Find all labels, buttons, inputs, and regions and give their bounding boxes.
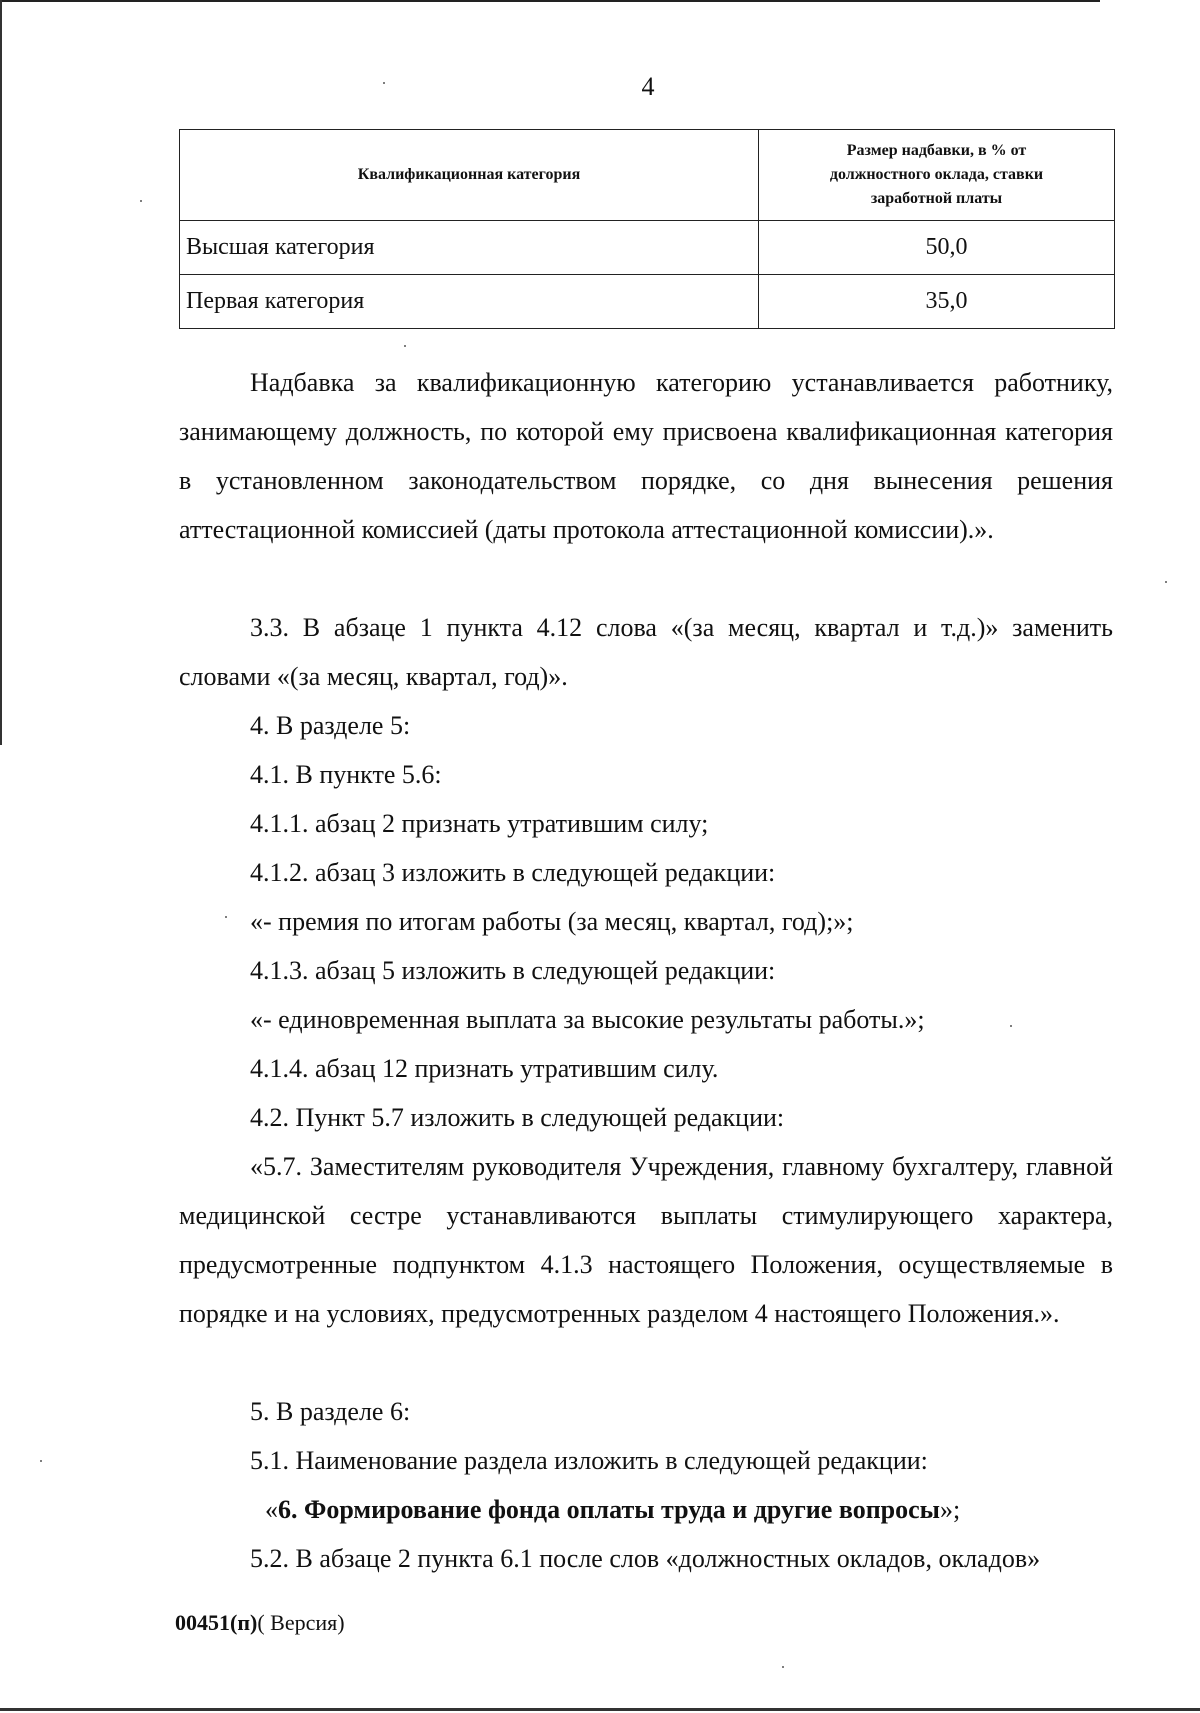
table-header-row — [180, 130, 1115, 221]
header-allowance-size-text: Размер надбавки, в % от должностного оклада, ставки заработной платы — [829, 142, 1044, 207]
line-bonus-quote: «- премия по итогам работы (за месяц, квартал, год);»; — [250, 907, 854, 936]
header-allowance-size — [759, 130, 1115, 221]
footer-document-code — [175, 1610, 345, 1636]
scan-speck — [383, 82, 385, 84]
category-allowance-table — [179, 129, 1115, 329]
heading-title: 6. Формирование фонда оплаты труда и другие вопросы — [278, 1495, 940, 1524]
footer-code-number: 00451(п) — [175, 1610, 258, 1635]
paragraph-3-3: 3.3. В абзаце 1 пункта 4.12 слова «(за месяц, квартал и т.д.)» заменить словами «(за месяц, квартал, год)». — [179, 613, 1113, 691]
line-lump-sum-quote: «- единовременная выплата за высокие результаты работы.»; — [250, 1005, 925, 1034]
scan-speck — [404, 345, 406, 347]
line-4-2: 4.2. Пункт 5.7 изложить в следующей редакции: — [250, 1103, 785, 1132]
line-4-1-2: 4.1.2. абзац 3 изложить в следующей редакции: — [250, 858, 776, 887]
row-value: 35,0 — [759, 275, 1115, 329]
heading-open-quote: « — [265, 1495, 278, 1524]
line-4-1-4: 4.1.4. абзац 12 признать утратившим силу. — [250, 1054, 719, 1083]
scan-speck — [1165, 581, 1167, 583]
row-category: Первая категория — [180, 275, 759, 329]
line-4-1-3: 4.1.3. абзац 5 изложить в следующей редакции: — [250, 956, 776, 985]
scan-speck — [40, 1460, 42, 1462]
scan-speck — [225, 916, 227, 918]
page-number: 4 — [641, 72, 655, 101]
scan-speck — [140, 200, 142, 202]
line-5-1: 5.1. Наименование раздела изложить в следующей редакции: — [250, 1446, 928, 1475]
line-4-1: 4.1. В пункте 5.6: — [250, 760, 442, 789]
bottom-edge-rule — [0, 1708, 1200, 1711]
table-row — [180, 221, 1115, 275]
header-category: Квалификационная категория — [180, 130, 759, 221]
scan-speck — [782, 1666, 784, 1668]
line-section-6: 5. В разделе 6: — [250, 1397, 411, 1426]
paragraph-5-7: «5.7. Заместителям руководителя Учреждения, главному бухгалтеру, главной медицинской сестре устанавливаются выплаты стимулирующего характера, предусмотренные подпунктом 4.1.3 настоящего Положения, осуществляемые в порядке и на условиях, предусмотренных разделом 4 настоящего Положения.». — [179, 1152, 1113, 1328]
line-section-5: 4. В разделе 5: — [250, 711, 411, 740]
line-5-2: 5.2. В абзаце 2 пункта 6.1 после слов «должностных окладов, окладов» — [250, 1544, 1041, 1573]
row-category: Высшая категория — [180, 221, 759, 275]
section-6-heading — [265, 1485, 960, 1534]
scan-speck — [1010, 1025, 1012, 1027]
paragraph-category-allowance: Надбавка за квалификационную категорию устанавливается работнику, занимающему должность, по которой ему присвоена квалификационная категория в установленном законодательством порядке, со дня вынесения решения аттестационной комиссией (даты протокола аттестационной комиссии).». — [179, 368, 1113, 544]
footer-code-version: ( Версия) — [257, 1610, 345, 1635]
line-4-1-1: 4.1.1. абзац 2 признать утратившим силу; — [250, 809, 709, 838]
left-edge-rule — [0, 0, 2, 745]
top-edge-rule — [0, 0, 1100, 2]
table-row — [180, 275, 1115, 329]
row-value: 50,0 — [759, 221, 1115, 275]
heading-close-quote: »; — [939, 1495, 961, 1524]
